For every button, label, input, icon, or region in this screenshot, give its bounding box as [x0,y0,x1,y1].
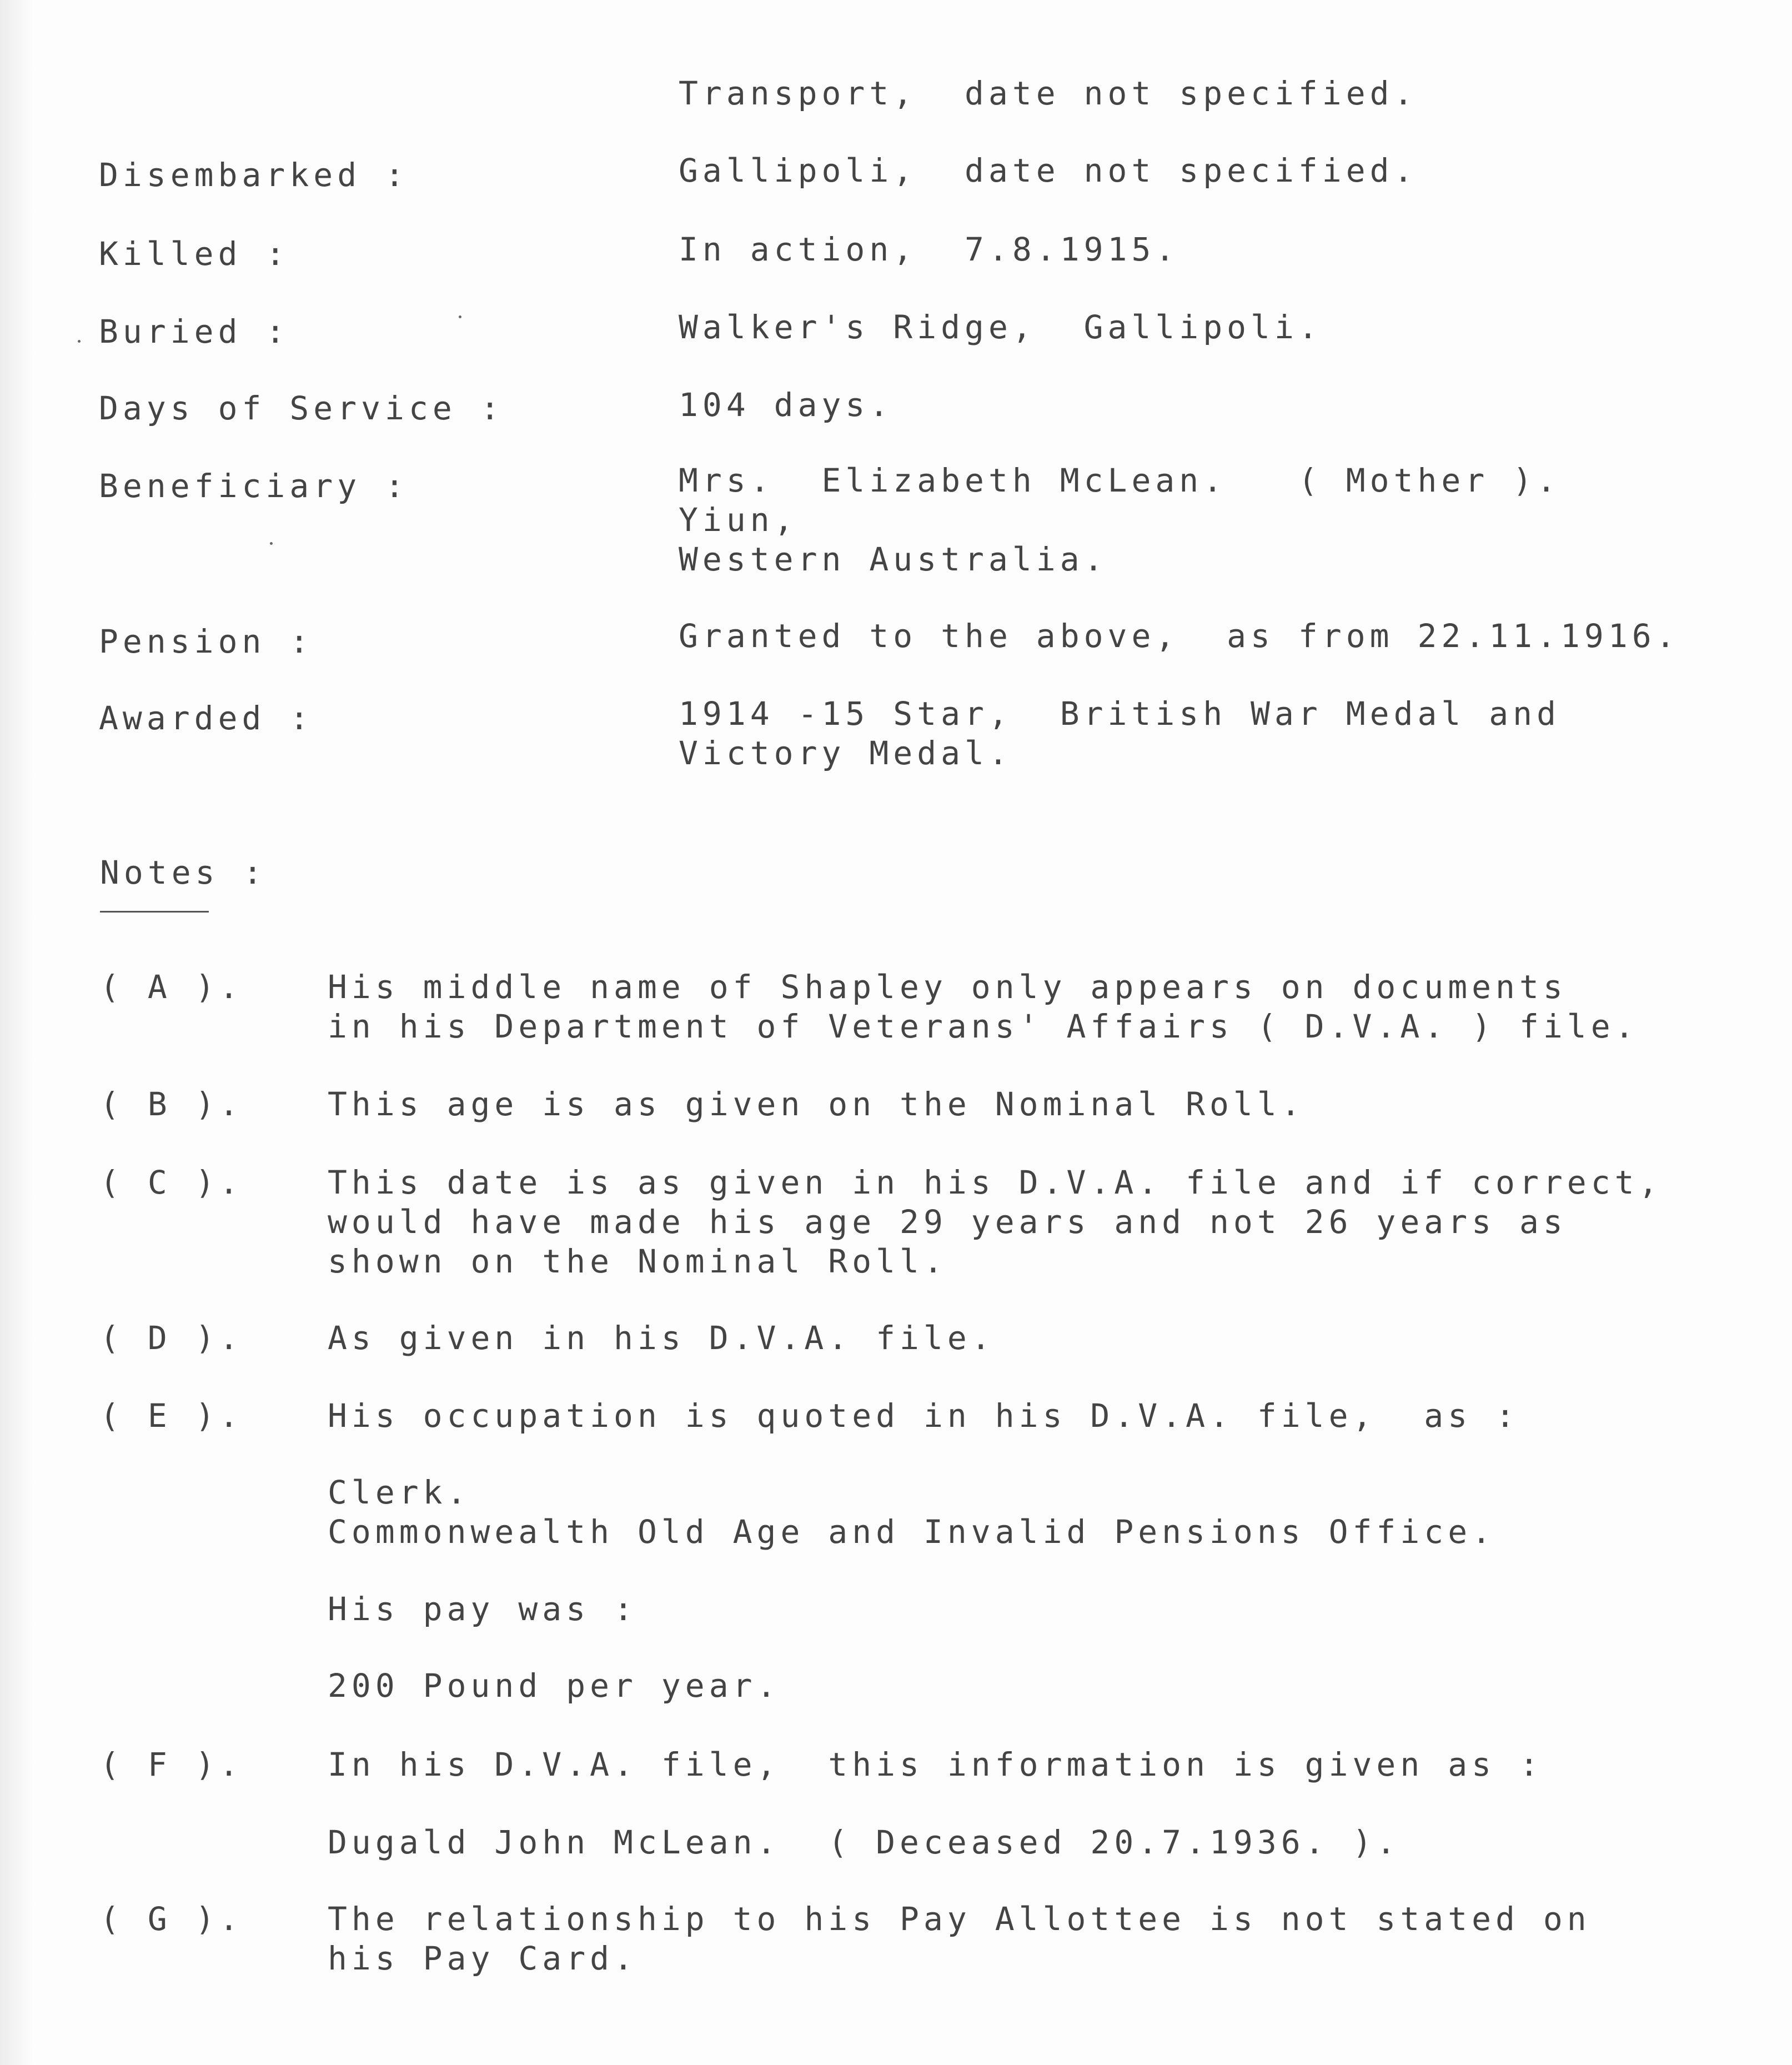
note-key: ( E ). [100,1397,243,1435]
days-of-service-label: Days of Service : [99,389,504,427]
note-line: In his D.V.A. file, this information is given as : [328,1746,1543,1783]
note-key: ( G ). [100,1900,243,1938]
transport-value: Transport, date not specified. [679,74,1418,112]
pension-value: Granted to the above, as from 22.11.1916. [679,617,1680,655]
disembarked-label: Disembarked : [99,156,409,194]
note-line: This age is as given on the Nominal Roll. [328,1085,1305,1123]
beneficiary-label: Beneficiary : [99,467,409,505]
note-key: ( F ). [100,1746,243,1783]
awarded-line: 1914 -15 Star, British War Medal and [679,695,1561,733]
beneficiary-line: Mrs. Elizabeth McLean. ( Mother ). [679,462,1561,499]
scan-edge-shadow [0,0,33,2065]
note-line: Clerk. [328,1473,471,1511]
awarded-label: Awarded : [99,699,314,737]
note-line: As given in his D.V.A. file. [328,1319,995,1357]
note-key: ( A ). [100,968,243,1006]
note-key: ( B ). [100,1085,243,1123]
buried-value: Walker's Ridge, Gallipoli. [679,308,1322,346]
note-line: shown on the Nominal Roll. [328,1242,947,1280]
note-line: his Pay Card. [328,1939,638,1977]
note-line: His occupation is quoted in his D.V.A. file, as : [328,1397,1519,1435]
note-line: 200 Pound per year. [328,1667,781,1705]
note-line: Dugald John McLean. ( Deceased 20.7.1936. ). [328,1823,1401,1861]
beneficiary-line: Western Australia. [679,540,1108,578]
note-line: This date is as given in his D.V.A. file and if correct, [328,1164,1663,1201]
buried-label: Buried : [99,313,290,350]
note-line: The relationship to his Pay Allottee is not stated on [328,1900,1591,1938]
notes-heading-underline [100,911,209,913]
note-key: ( D ). [100,1319,243,1357]
killed-value: In action, 7.8.1915. [679,230,1179,268]
scan-speck [459,315,461,318]
awarded-line: Victory Medal. [679,734,1012,772]
note-line: Commonwealth Old Age and Invalid Pensions Office. [328,1513,1496,1551]
note-key: ( C ). [100,1164,243,1201]
note-line: His pay was : [328,1590,638,1628]
scan-speck [270,542,273,545]
note-line: in his Department of Veterans' Affairs ( D.V.A. ) file. [328,1008,1639,1045]
pension-label: Pension : [99,623,314,660]
note-line: His middle name of Shapley only appears on documents [328,968,1567,1006]
disembarked-value: Gallipoli, date not specified. [679,152,1418,189]
scan-speck [78,340,81,343]
days-of-service-value: 104 days. [679,386,894,424]
beneficiary-line: Yiun, [679,501,798,539]
notes-heading: Notes : [100,854,267,891]
killed-label: Killed : [99,235,290,273]
note-line: would have made his age 29 years and not 26 years as [328,1203,1567,1241]
